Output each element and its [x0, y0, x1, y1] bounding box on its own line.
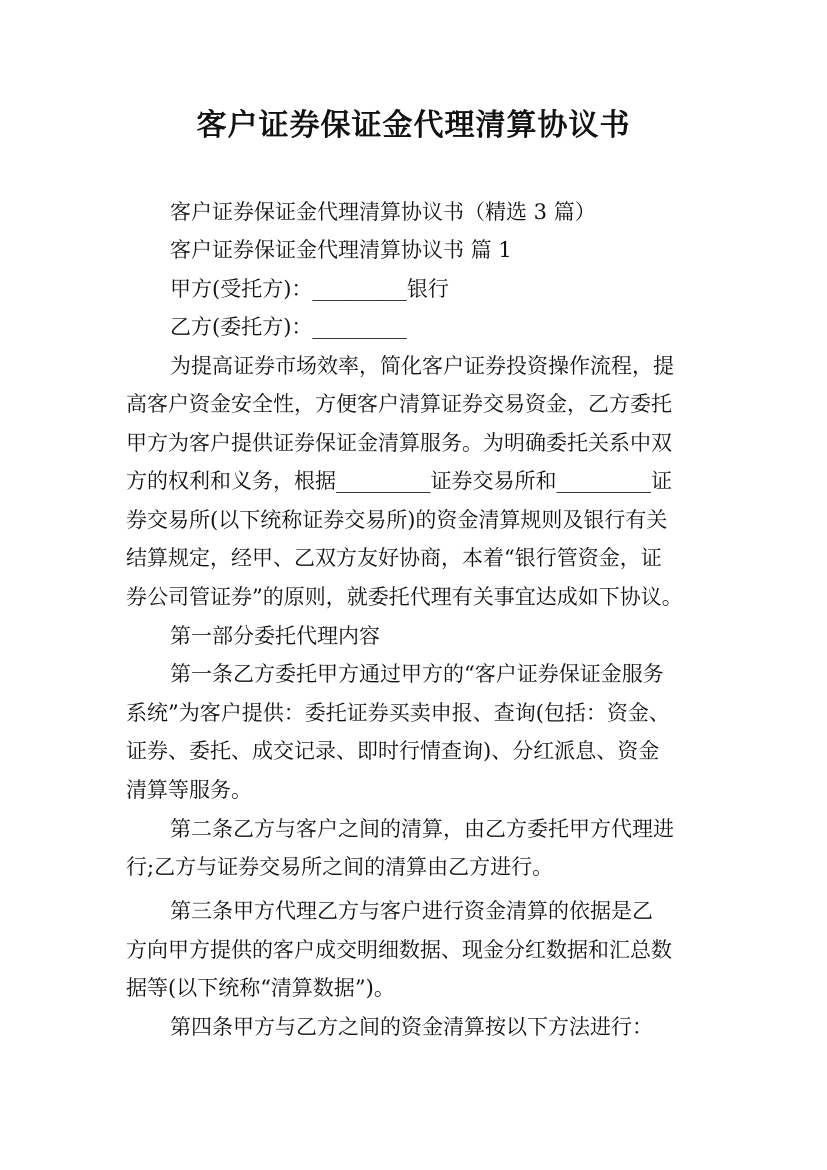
article-line: 据等(以下统称“清算数据”)。 [126, 976, 395, 1000]
article-line: 第二条乙方与客户之间的清算，由乙方委托甲方代理进 [170, 817, 674, 841]
article-line: 方向甲方提供的客户成交明细数据、现金分红数据和汇总数 [126, 938, 672, 962]
paragraph-line: 结算规定，经甲、乙双方友好协商，本着“银行管资金，证 [126, 546, 662, 570]
article-line: 清算等服务。 [126, 778, 252, 802]
party-a-line: 甲方(受托方)：_________银行 [170, 277, 449, 301]
paragraph-line: 券公司管证券”的原则，就委托代理有关事宜达成如下协议。 [126, 585, 683, 609]
party-b-line: 乙方(委托方)：_________ [170, 315, 407, 339]
subtitle-line: 客户证券保证金代理清算协议书（精选 3 篇） [170, 200, 596, 224]
document-title: 客户证券保证金代理清算协议书 [196, 108, 631, 143]
paragraph-line: 甲方为客户提供证券保证金清算服务。为明确委托关系中双 [126, 431, 672, 455]
paragraph-line: 券交易所(以下统称证券交易所)的资金清算规则及银行有关 [126, 508, 668, 532]
article-line: 第一条乙方委托甲方通过甲方的“客户证券保证金服务 [170, 662, 664, 686]
article-line: 第三条甲方代理乙方与客户进行资金清算的依据是乙 [170, 899, 653, 923]
part-heading: 第一部分委托代理内容 [170, 624, 380, 648]
article-line: 行;乙方与证券交易所之间的清算由乙方进行。 [126, 855, 554, 879]
paragraph-line: 高客户资金安全性，方便客户清算证券交易资金，乙方委托 [126, 392, 672, 416]
article-line: 第四条甲方与乙方之间的资金清算按以下方法进行： [170, 1015, 653, 1039]
paragraph-line: 方的权利和义务，根据_________证券交易所和_________证 [126, 469, 672, 493]
paragraph-line: 为提高证券市场效率，简化客户证券投资操作流程，提 [170, 354, 674, 378]
section-heading: 客户证券保证金代理清算协议书 篇 1 [170, 238, 512, 262]
article-line: 系统”为客户提供：委托证券买卖申报、查询(包括：资金、 [126, 701, 670, 725]
article-line: 证券、委托、成交记录、即时行情查询)、分红派息、资金 [126, 739, 660, 763]
